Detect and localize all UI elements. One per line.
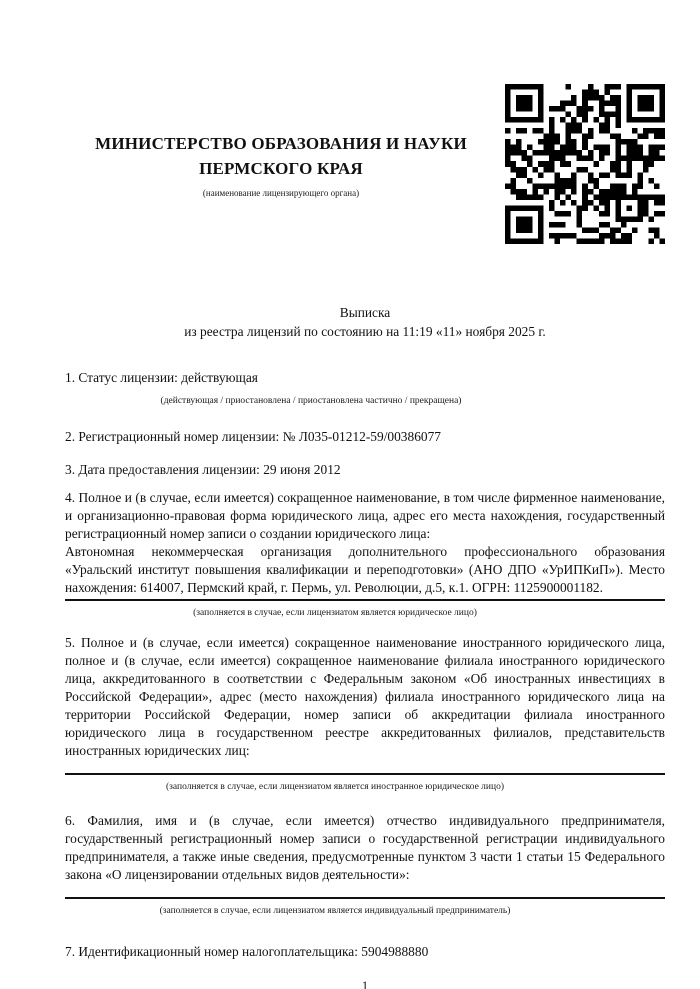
item-2-registration-number: 2. Регистрационный номер лицензии: № Л035-01212-59/00386077 xyxy=(65,429,441,444)
item-4-fill-rule xyxy=(65,599,665,601)
page-number: 1 xyxy=(361,979,369,989)
item-5-label: 5. Полное и (в случае, если имеется) сокращенное наименование иностранного юридического лица, полное и (в случае, если имеется) сокращенное наименование филиала иностранного юридического лица, аккредитованного в соответствии с Федеральным законом «Об иностранных инвестициях в Российской Федерации», адрес (место нахождения) филиала иностранного юридического лица на территории Российской Федерации, номер записи об аккредитации филиала иностранного юридического лица в государственном реестре аккредитованных филиалов, представительств иностранных юридических лиц: xyxy=(65,635,665,758)
item-6-fill-rule xyxy=(65,897,665,899)
item-5-caption-wrap xyxy=(65,776,605,794)
item-3-license-date: 3. Дата предоставления лицензии: 29 июня 2012 xyxy=(65,462,341,477)
item-7-taxpayer-number: 7. Идентификационный номер налогоплательщика: 5904988880 xyxy=(65,944,429,959)
ministry-caption: (наименование лицензирующего органа) xyxy=(202,188,360,198)
item-5-fill-rule xyxy=(65,773,665,775)
ministry-name xyxy=(65,131,497,181)
item-5-caption: (заполняется в случае, если лицензиатом является иностранное юридическое лицо) xyxy=(166,782,504,792)
item-5-foreign-entity xyxy=(65,634,665,794)
item-6-caption-wrap xyxy=(65,900,605,918)
item-4-legal-entity xyxy=(65,489,665,620)
ministry-name-line2: ПЕРМСКОГО КРАЯ xyxy=(199,159,363,178)
item-4-value: Автономная некоммерческая организация дополнительного профессионального образования «Уральский институт повышения квалификации и переподготовки» (АНО ДПО «УрИПКиП»). Место нахождения: 614007, Пермский край, г. Пермь, ул. Революции, д.5, к.1. ОГРН: 1125900001182. xyxy=(65,544,665,595)
item-6-caption: (заполняется в случае, если лицензиатом является индивидуальный предприниматель) xyxy=(159,906,511,916)
item-1-license-status: 1. Статус лицензии: действующая xyxy=(65,370,258,385)
item-4-caption-wrap xyxy=(65,602,605,620)
licensing-authority xyxy=(65,131,497,198)
item-4-label: 4. Полное и (в случае, если имеется) сокращенное наименование, в том числе фирменное наименование, и организационно-правовая форма юридического лица, адрес его места нахождения, государственный регистрационный номер записи о создании юридического лица: xyxy=(65,490,665,541)
item-6-individual-entrepreneur xyxy=(65,812,665,918)
document-title xyxy=(65,304,665,341)
item-1-caption: (действующая / приостановлена / приостановлена частично / прекращена) xyxy=(160,396,462,406)
document-header xyxy=(65,0,665,244)
document-title-line2: из реестра лицензий по состоянию на 11:19 «11» ноября 2025 г. xyxy=(184,323,546,339)
document-title-line1: Выписка xyxy=(339,305,391,320)
ministry-name-line1: МИНИСТЕРСТВО ОБРАЗОВАНИЯ И НАУКИ xyxy=(95,134,467,153)
item-1-caption-wrap xyxy=(65,390,557,408)
item-4-caption: (заполняется в случае, если лицензиатом является юридическое лицо) xyxy=(193,608,477,618)
item-6-label: 6. Фамилия, имя и (в случае, если имеется) отчество индивидуального предпринимателя, государственный регистрационный номер записи о государственной регистрации индивидуального предпринимателя, а также иные сведения, предусмотренные пунктом 3 части 1 статьи 15 Федерального закона «О лицензировании отдельных видов деятельности»: xyxy=(65,813,665,882)
